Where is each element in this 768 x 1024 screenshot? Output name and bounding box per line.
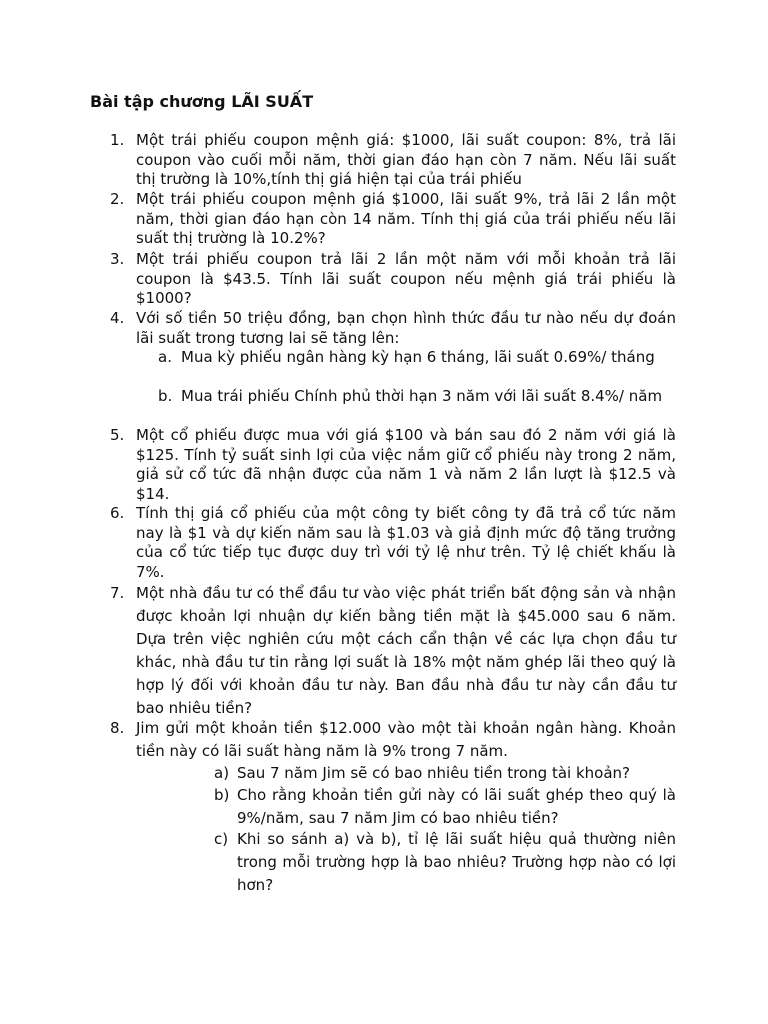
- sub-question-text: Mua kỳ phiếu ngân hàng kỳ hạn 6 tháng, lãi suất 0.69%/ tháng: [181, 348, 655, 366]
- question-number: 3.: [110, 250, 125, 268]
- sub-question-number: c): [214, 830, 229, 848]
- question-4: [110, 309, 676, 348]
- page-title: Bài tập chương LÃI SUẤT: [90, 92, 314, 111]
- question-number: 7.: [110, 584, 125, 602]
- question-1: [110, 131, 676, 190]
- question-7: [110, 582, 676, 720]
- question-text: Một nhà đầu tư có thể đầu tư vào việc phát triển bất động sản và nhận được khoản lợi nhuận dự kiến bằng tiền mặt là $45.000 sau 6 năm. Dựa trên việc nghiên cứu một cách cẩn thận về các lựa chọn đầu tư khác, nhà đầu tư tin rằng lợi suất là 18% một năm ghép lãi theo quý là hợp lý đối với khoản đầu tư này. Ban đầu nhà đầu tư này cần đầu tư bao nhiêu tiền?: [136, 584, 676, 717]
- question-8: [110, 717, 676, 763]
- question-text: Một cổ phiếu được mua với giá $100 và bán sau đó 2 năm với giá là $125. Tính tỷ suất sinh lợi của việc nắm giữ cổ phiếu này trong 2 năm, giả sử cổ tức đã nhận được của năm 1 và năm 2 lần lượt là $12.5 và $14.: [136, 426, 676, 503]
- question-text: Jim gửi một khoản tiền $12.000 vào một tài khoản ngân hàng. Khoản tiền này có lãi suất hàng năm là 9% trong 7 năm.: [136, 719, 676, 760]
- question-text: Tính thị giá cổ phiếu của một công ty biết công ty đã trả cổ tức năm nay là $1 và dự kiến năm sau là $1.03 và giả định mức độ tăng trưởng của cổ tức tiếp tục được duy trì với tỷ lệ như trên. Tỷ lệ chiết khấu là 7%.: [136, 504, 676, 581]
- question-text: Một trái phiếu coupon mệnh giá: $1000, lãi suất coupon: 8%, trả lãi coupon vào cuối mỗi năm, thời gian đáo hạn còn 7 năm. Nếu lãi suất thị trường là 10%,tính thị giá hiện tại của trái phiếu: [136, 131, 676, 188]
- question-3: [110, 250, 676, 309]
- question-text: Với số tiền 50 triệu đồng, bạn chọn hình thức đầu tư nào nếu dự đoán lãi suất trong tương lai sẽ tăng lên:: [136, 309, 676, 347]
- question-number: 4.: [110, 309, 125, 327]
- question-2: [110, 190, 676, 249]
- sub-question-8a: [214, 762, 676, 785]
- question-6: [110, 504, 676, 582]
- sub-question-8b: [214, 784, 676, 830]
- question-number: 5.: [110, 426, 125, 444]
- sub-question-text: Khi so sánh a) và b), tỉ lệ lãi suất hiệu quả thường niên trong mỗi trường hợp là bao nhiêu? Trường hợp nào có lợi hơn?: [237, 830, 676, 894]
- sub-question-text: Cho rằng khoản tiền gửi này có lãi suất ghép theo quý là 9%/năm, sau 7 năm Jim có bao nhiêu tiền?: [237, 786, 676, 827]
- sub-question-number: b): [214, 786, 230, 804]
- sub-question-8c: [214, 828, 676, 897]
- question-number: 2.: [110, 190, 125, 208]
- question-text: Một trái phiếu coupon mệnh giá $1000, lãi suất 9%, trả lãi 2 lần một năm, thời gian đáo hạn còn 14 năm. Tính thị giá của trái phiếu nếu lãi suất thị trường là 10.2%?: [136, 190, 676, 247]
- sub-question-text: Sau 7 năm Jim sẽ có bao nhiêu tiền trong tài khoản?: [237, 764, 630, 782]
- question-number: 8.: [110, 719, 125, 737]
- question-number: 6.: [110, 504, 125, 522]
- question-text: Một trái phiếu coupon trả lãi 2 lần một năm với mỗi khoản trả lãi coupon là $43.5. Tính lãi suất coupon nếu mệnh giá trái phiếu là $1000?: [136, 250, 676, 307]
- sub-question-4b: [158, 387, 676, 407]
- sub-question-4a: [158, 348, 676, 368]
- sub-question-text: Mua trái phiếu Chính phủ thời hạn 3 năm với lãi suất 8.4%/ năm: [181, 387, 663, 405]
- question-5: [110, 426, 676, 504]
- question-number: 1.: [110, 131, 125, 149]
- sub-question-number: a): [214, 764, 230, 782]
- sub-question-number: a.: [158, 348, 172, 366]
- sub-question-number: b.: [158, 387, 173, 405]
